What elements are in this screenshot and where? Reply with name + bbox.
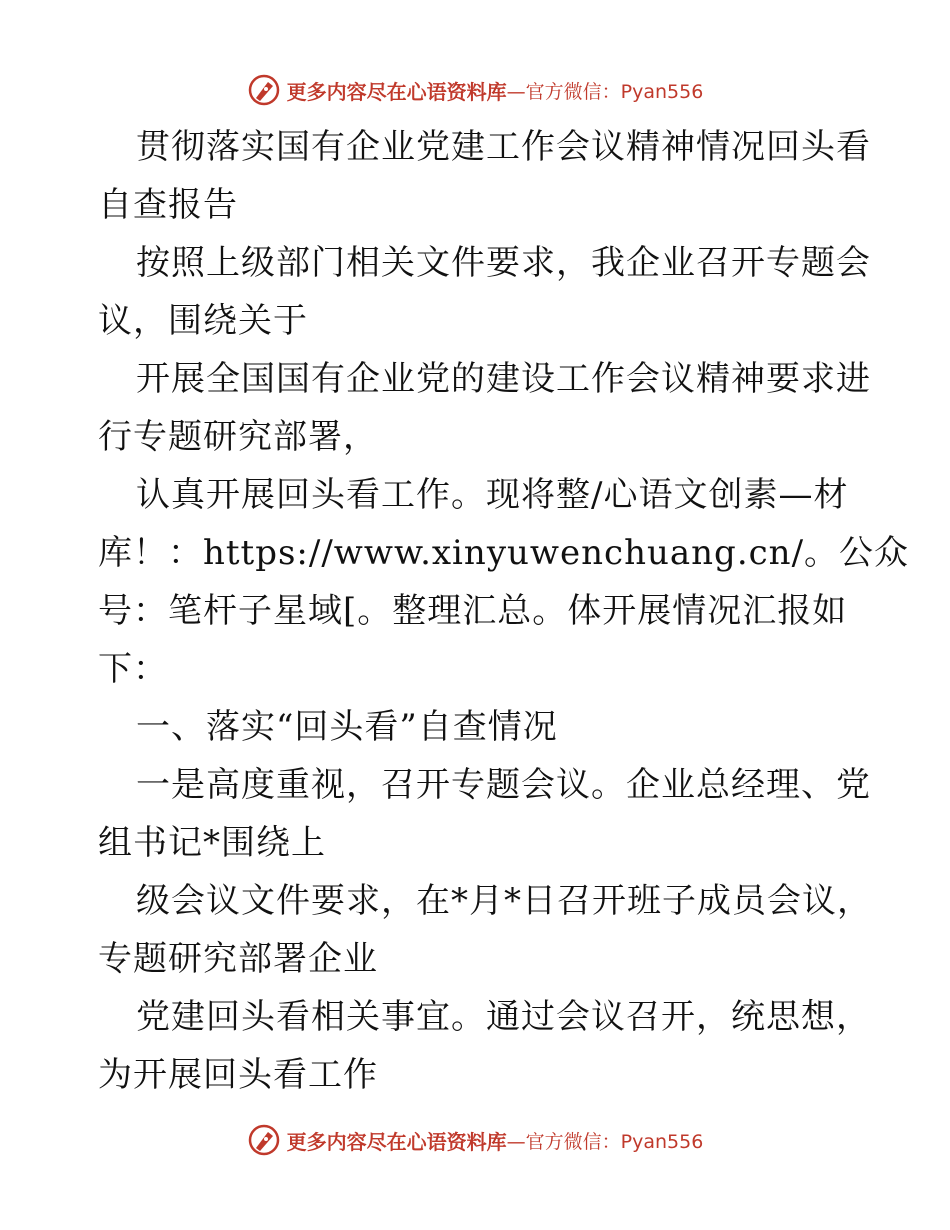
paragraph-line: 下：: [98, 649, 168, 689]
footer-banner: [0, 1120, 950, 1160]
section-heading: 一、落实“回头看”自查情况: [136, 707, 558, 747]
header-brand-text: 更多内容尽在心语资料库: [286, 79, 507, 104]
paragraph-line: 按照上级部门相关文件要求，我企业召开专题会: [136, 243, 871, 283]
paragraph-line: 为开展回头看工作: [98, 1055, 378, 1095]
pen-nib-logo-icon: [247, 1123, 281, 1157]
paragraph-line: 组书记*围绕上: [98, 823, 326, 863]
paragraph-line: 党建回头看相关事宜。通过会议召开，统思想，: [136, 997, 871, 1037]
paragraph-line: 级会议文件要求，在*月*日召开班子成员会议，: [136, 881, 872, 921]
pen-nib-logo-icon: [247, 73, 281, 107]
doc-title-line-2: 自查报告: [98, 185, 238, 225]
footer-brand-text: 更多内容尽在心语资料库: [286, 1129, 507, 1154]
paragraph-line: 行专题研究部署，: [98, 417, 378, 457]
paragraph-line: 号：笔杆子星域[。整理汇总。体开展情况汇报如: [98, 591, 848, 631]
footer-wechat-text: —官方微信：Pyan556: [506, 1130, 704, 1153]
paragraph-line: 库！：https://www.xinyuwenchuang.cn/。公众: [98, 533, 910, 573]
header-banner: [0, 70, 950, 110]
paragraph-line: 一是高度重视，召开专题会议。企业总经理、党: [136, 765, 871, 805]
paragraph-line: 议，围绕关于: [98, 301, 308, 341]
header-wechat-text: —官方微信：Pyan556: [506, 80, 704, 103]
doc-title-line-1: 贯彻落实国有企业党建工作会议精神情况回头看: [136, 127, 871, 167]
paragraph-line: 认真开展回头看工作。现将整/心语文创素—材: [136, 475, 849, 515]
paragraph-line: 开展全国国有企业党的建设工作会议精神要求进: [136, 359, 871, 399]
document-body: [98, 118, 910, 1104]
paragraph-line: 专题研究部署企业: [98, 939, 378, 979]
